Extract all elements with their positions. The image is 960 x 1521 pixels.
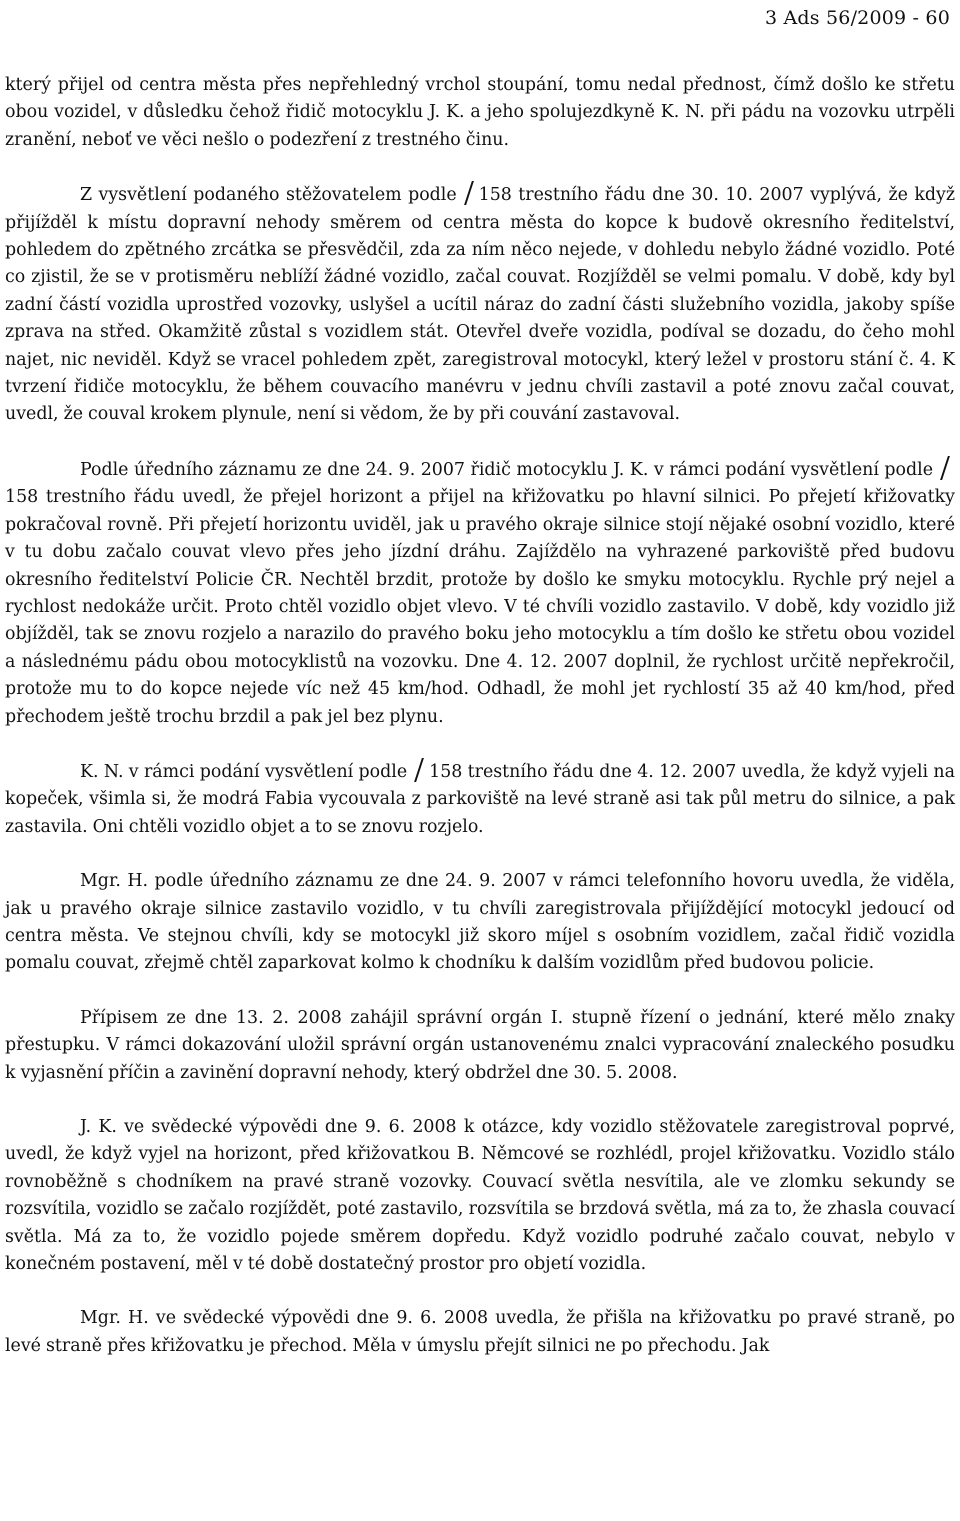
section-sign-icon [411, 758, 421, 784]
paragraph-passenger-explanation [5, 758, 955, 841]
page-header [765, 4, 950, 32]
paragraph-motorcyclist-testimony: J. K. ve svědecké výpovědi dne 9. 6. 2008 k otázce, kdy vozidlo stěžovatele zaregistroval poprvé, uvedl, že když vyjel na horizont, před křižovatkou B. Němcové se rozhlédl, projel křižovatku. Vozidlo stálo rovnoběžně s chodníkem na pravé straně vozovky. Couvací světla nesvítila, ale ve zlomku sekundy se rozsvítila, vozidlo se začalo rozjíždět, poté zastavilo, rozsvítila se brzdová světla, má za to, že zhasla couvací světla. Má za to, že vozidlo pojede směrem dopředu. Když vozidlo podruhé začalo couvat, nebylo v konečném postavení, měl v té době dostatečný prostor pro objetí vozidla. [5, 1117, 955, 1275]
paragraph-text: Podle úředního záznamu ze dne 24. 9. 2007 řidič motocyklu J. K. v rámci podání vysvětlení podle [80, 459, 933, 480]
document-body [5, 72, 955, 1360]
paragraph-text: K. N. v rámci podání vysvětlení podle [80, 761, 408, 782]
section-sign-icon [937, 456, 947, 482]
case-number: 3 Ads 56/2009 - 60 [764, 7, 950, 29]
paragraph-proceedings: Přípisem ze dne 13. 2. 2008 zahájil správní orgán I. stupně řízení o jednání, které mělo znaky přestupku. V rámci dokazování uložil správní orgán ustanovenému znalci vypracování znaleckého posudku k vyjasnění příčin a zavinění dopravní nehody, který obdržel dne 30. 5. 2008. [5, 1007, 955, 1083]
paragraph-witness-record: Mgr. H. podle úředního záznamu ze dne 24. 9. 2007 v rámci telefonního hovoru uvedla, že viděla, jak u pravého okraje silnice zastavilo vozidlo, v tu chvíli zaregistrovala přijíždějící motocykl jedoucí od centra města. Ve stejnou chvíli, kdy se motocykl již skoro míjel s osobním vozidlem, začal řidič vozidla pomalu couvat, zřejmě chtěl zaparkovat kolmo k chodníku k dalším vozidlům před budovou policie. [5, 871, 955, 974]
section-sign-icon [461, 181, 471, 207]
paragraph-text: Z vysvětlení podaného stěžovatelem podle [80, 185, 457, 206]
paragraph-text: 158 trestního řádu dne 30. 10. 2007 vyplývá, že když přijížděl k místu dopravní nehody směrem od centra města do kopce k budově okresního ředitelství, pohledem do zpětného zrcátka se přesvědčil, zda za ním něco nejede, v dohledu nebylo žádné vozidlo. Poté co zjistil, že se v protisměru neblíží žádné vozidlo, začal couvat. Rozjížděl se velmi pomalu. V době, kdy byl zadní částí vozidla uprostřed vozovky, uslyšel a ucítil náraz do zadní části služebního vozidla, jakoby spíše zprava na střed. Okamžitě zůstal s vozidlem stát. Otevřel dveře vozidla, podíval se dozadu, do čeho mohl najet, nic neviděl. Když se vracel pohledem zpět, zaregistroval motocykl, který ležel v prostoru stání č. 4. K tvrzení řidiče motocyklu, že během couvacího manévru v jednu chvíli zastavil a poté znovu začal couvat, uvedl, že couval krokem plynule, není si vědom, že by při couvání zastavoval. [5, 185, 955, 425]
paragraph-continued: který přijel od centra města přes nepřehledný vrchol stoupání, tomu nedal přednost, čímž došlo ke střetu obou vozidel, v důsledku čehož řidič motocyklu J. K. a jeho spolujezdkyně K. N. při pádu na vozovku utrpěli zranění, neboť ve věci nešlo o podezření z trestného činu. [5, 75, 955, 150]
paragraph-complainant-explanation [5, 181, 955, 429]
paragraph-text: 158 trestního řádu dne 4. 12. 2007 uvedla, že když vyjeli na kopeček, všimla si, že modrá Fabia vycouvala z parkoviště na levé straně asi tak půl metru do silnice, a pak zastavila. Oni chtěli vozidlo objet a to se znovu rozjelo. [5, 761, 955, 837]
paragraph-witness-testimony: Mgr. H. ve svědecké výpovědi dne 9. 6. 2008 uvedla, že přišla na křižovatku po pravé straně, po levé straně přes křižovatku je přechod. Měla v úmyslu přejít silnici ne po přechodu. Jak [5, 1308, 955, 1356]
paragraph-motorcyclist-record [5, 456, 955, 731]
paragraph-text: 158 trestního řádu uvedl, že přejel horizont a přijel na křižovatku po hlavní silnici. Po přejetí křižovatky pokračoval rovně. Při přejetí horizontu uviděl, jak u pravého okraje silnice stojí nějaké osobní vozidlo, které v tu dobu začalo couvat vlevo přes jeho jízdní dráhu. Zajíždělo na vyhrazené parkoviště před budovu okresního ředitelství Policie ČR. Nechtěl brzdit, protože by došlo ke smyku motocyklu. Rychle prý nejel a rychlost nedokáže určit. Proto chtěl vozidlo objet vlevo. V té chvíli vozidlo zastavilo. V době, kdy vozidlo již objížděl, tak se znovu rozjelo a narazilo do pravého boku jeho motocyklu a tím došlo ke střetu obou vozidel a následnému pádu obou motocyklistů na vozovku. Dne 4. 12. 2007 doplnil, že rychlost určitě nepřekročil, protože mu to do kopce nejede víc než 45 km/hod. Odhadl, že mohl jet rychlostí 35 až 40 km/hod, před přechodem ještě trochu brzdil a pak jel bez plynu. [5, 487, 955, 727]
